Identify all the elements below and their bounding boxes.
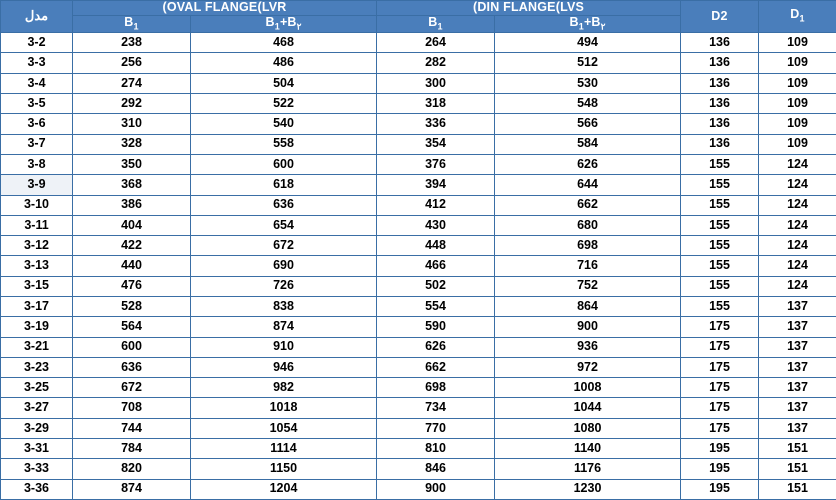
header-oval-sum-plus: +B: [279, 14, 297, 29]
header-model: مدل: [1, 1, 73, 33]
cell-oval-b1-plus-b2: 672: [191, 236, 377, 256]
cell-model: 3-27: [1, 398, 73, 418]
cell-oval-b1-plus-b2: 838: [191, 297, 377, 317]
cell-d1: 124: [759, 215, 836, 235]
cell-d2: 155: [681, 256, 759, 276]
cell-din-b1-plus-b2: 494: [495, 33, 681, 53]
cell-d2: 136: [681, 33, 759, 53]
cell-din-b1: 376: [377, 154, 495, 174]
cell-din-b1: 846: [377, 459, 495, 479]
header-din-b1-main: B: [428, 14, 438, 29]
cell-oval-b1-plus-b2: 654: [191, 215, 377, 235]
cell-d2: 136: [681, 53, 759, 73]
cell-oval-b1: 422: [73, 236, 191, 256]
header-d1-text: D: [790, 7, 800, 22]
header-din-b1: [377, 15, 495, 32]
cell-din-b1-plus-b2: 1230: [495, 479, 681, 499]
cell-d2: 195: [681, 439, 759, 459]
cell-model: 3-5: [1, 94, 73, 114]
cell-din-b1: 554: [377, 297, 495, 317]
header-din-sum-sub2: ۲: [600, 21, 606, 32]
cell-din-b1-plus-b2: 626: [495, 154, 681, 174]
cell-din-b1: 466: [377, 256, 495, 276]
cell-model: 3-6: [1, 114, 73, 134]
cell-oval-b1: 404: [73, 215, 191, 235]
cell-oval-b1: 636: [73, 357, 191, 377]
table-row: [1, 94, 836, 114]
header-din-b1-plus-b2: [495, 15, 681, 32]
cell-model: 3-21: [1, 337, 73, 357]
header-group-din-flange: (DIN FLANGE(LVS: [377, 1, 681, 16]
cell-d2: 175: [681, 378, 759, 398]
cell-d1: 109: [759, 73, 836, 93]
cell-din-b1: 810: [377, 439, 495, 459]
cell-d1: 137: [759, 418, 836, 438]
cell-model: 3-9: [1, 175, 73, 195]
cell-din-b1-plus-b2: 1008: [495, 378, 681, 398]
cell-oval-b1-plus-b2: 504: [191, 73, 377, 93]
cell-d2: 175: [681, 357, 759, 377]
cell-din-b1-plus-b2: 1140: [495, 439, 681, 459]
cell-model: 3-33: [1, 459, 73, 479]
cell-oval-b1: 528: [73, 297, 191, 317]
cell-model: 3-7: [1, 134, 73, 154]
cell-oval-b1: 386: [73, 195, 191, 215]
cell-model: 3-8: [1, 154, 73, 174]
cell-oval-b1-plus-b2: 726: [191, 276, 377, 296]
cell-d1: 124: [759, 276, 836, 296]
cell-oval-b1-plus-b2: 874: [191, 317, 377, 337]
cell-oval-b1: 564: [73, 317, 191, 337]
cell-oval-b1-plus-b2: 522: [191, 94, 377, 114]
cell-d2: 155: [681, 195, 759, 215]
cell-d1: 124: [759, 154, 836, 174]
cell-din-b1: 336: [377, 114, 495, 134]
cell-din-b1-plus-b2: 864: [495, 297, 681, 317]
header-oval-sum-main: B: [265, 14, 275, 29]
cell-din-b1-plus-b2: 716: [495, 256, 681, 276]
cell-model: 3-13: [1, 256, 73, 276]
cell-model: 3-31: [1, 439, 73, 459]
table-row: [1, 317, 836, 337]
cell-d1: 151: [759, 439, 836, 459]
cell-oval-b1-plus-b2: 558: [191, 134, 377, 154]
header-din-sum-plus: +B: [583, 14, 601, 29]
cell-oval-b1: 476: [73, 276, 191, 296]
cell-d1: 137: [759, 317, 836, 337]
cell-oval-b1: 708: [73, 398, 191, 418]
cell-oval-b1-plus-b2: 946: [191, 357, 377, 377]
cell-d2: 136: [681, 114, 759, 134]
table-row: [1, 297, 836, 317]
cell-oval-b1: 440: [73, 256, 191, 276]
cell-model: 3-19: [1, 317, 73, 337]
cell-oval-b1: 292: [73, 94, 191, 114]
table-row: [1, 175, 836, 195]
cell-din-b1: 300: [377, 73, 495, 93]
cell-din-b1-plus-b2: 530: [495, 73, 681, 93]
cell-oval-b1: 310: [73, 114, 191, 134]
table-row: [1, 33, 836, 53]
table-row: [1, 256, 836, 276]
table-body: [1, 33, 836, 500]
cell-din-b1-plus-b2: 584: [495, 134, 681, 154]
cell-model: 3-29: [1, 418, 73, 438]
cell-din-b1: 502: [377, 276, 495, 296]
header-oval-b1-plus-b2: [191, 15, 377, 32]
cell-din-b1: 354: [377, 134, 495, 154]
cell-din-b1-plus-b2: 900: [495, 317, 681, 337]
cell-oval-b1-plus-b2: 540: [191, 114, 377, 134]
cell-d2: 175: [681, 317, 759, 337]
cell-d1: 151: [759, 459, 836, 479]
cell-oval-b1: 874: [73, 479, 191, 499]
cell-d1: 109: [759, 114, 836, 134]
table-row: [1, 479, 836, 499]
cell-oval-b1: 274: [73, 73, 191, 93]
cell-d1: 137: [759, 357, 836, 377]
cell-din-b1: 626: [377, 337, 495, 357]
table-row: [1, 439, 836, 459]
cell-d1: 137: [759, 337, 836, 357]
header-din-sum-sub: 1: [578, 21, 584, 32]
header-d1: [759, 1, 836, 33]
cell-oval-b1: 238: [73, 33, 191, 53]
cell-d1: 124: [759, 175, 836, 195]
cell-din-b1-plus-b2: 1176: [495, 459, 681, 479]
cell-din-b1: 590: [377, 317, 495, 337]
cell-oval-b1-plus-b2: 486: [191, 53, 377, 73]
cell-model: 3-36: [1, 479, 73, 499]
cell-d2: 155: [681, 154, 759, 174]
table-row: [1, 276, 836, 296]
cell-din-b1: 734: [377, 398, 495, 418]
table-row: [1, 215, 836, 235]
cell-d1: 109: [759, 53, 836, 73]
cell-din-b1-plus-b2: 566: [495, 114, 681, 134]
cell-d2: 136: [681, 134, 759, 154]
header-oval-sum-sub: 1: [274, 21, 280, 32]
cell-d2: 175: [681, 418, 759, 438]
table-row: [1, 154, 836, 174]
cell-d2: 175: [681, 337, 759, 357]
table-row: [1, 418, 836, 438]
cell-model: 3-10: [1, 195, 73, 215]
cell-d1: 124: [759, 236, 836, 256]
cell-din-b1: 430: [377, 215, 495, 235]
cell-oval-b1: 368: [73, 175, 191, 195]
cell-d2: 155: [681, 276, 759, 296]
cell-oval-b1-plus-b2: 1054: [191, 418, 377, 438]
cell-din-b1-plus-b2: 1044: [495, 398, 681, 418]
cell-din-b1: 662: [377, 357, 495, 377]
cell-d1: 137: [759, 378, 836, 398]
table-header: [1, 1, 836, 33]
header-d1-subscript: 1: [799, 13, 805, 24]
cell-oval-b1-plus-b2: 982: [191, 378, 377, 398]
cell-oval-b1-plus-b2: 910: [191, 337, 377, 357]
cell-model: 3-23: [1, 357, 73, 377]
table-row: [1, 114, 836, 134]
table-row: [1, 53, 836, 73]
cell-din-b1-plus-b2: 512: [495, 53, 681, 73]
header-din-sum-main: B: [569, 14, 579, 29]
table-row: [1, 337, 836, 357]
cell-din-b1: 318: [377, 94, 495, 114]
cell-d2: 155: [681, 175, 759, 195]
table-row: [1, 134, 836, 154]
header-oval-sum-sub2: ۲: [296, 21, 302, 32]
cell-model: 3-3: [1, 53, 73, 73]
cell-d2: 155: [681, 215, 759, 235]
cell-oval-b1: 328: [73, 134, 191, 154]
table-row: [1, 398, 836, 418]
cell-din-b1-plus-b2: 698: [495, 236, 681, 256]
cell-oval-b1-plus-b2: 690: [191, 256, 377, 276]
cell-model: 3-15: [1, 276, 73, 296]
cell-oval-b1-plus-b2: 1114: [191, 439, 377, 459]
cell-d1: 109: [759, 94, 836, 114]
table-row: [1, 195, 836, 215]
cell-d1: 151: [759, 479, 836, 499]
cell-oval-b1: 820: [73, 459, 191, 479]
cell-oval-b1: 350: [73, 154, 191, 174]
cell-model: 3-4: [1, 73, 73, 93]
cell-d2: 175: [681, 398, 759, 418]
header-din-b1-sub: 1: [437, 21, 443, 32]
table-row: [1, 357, 836, 377]
cell-oval-b1-plus-b2: 468: [191, 33, 377, 53]
cell-d2: 136: [681, 94, 759, 114]
cell-d1: 137: [759, 398, 836, 418]
header-group-oval-flange: (OVAL FLANGE(LVR: [73, 1, 377, 16]
cell-oval-b1: 744: [73, 418, 191, 438]
cell-oval-b1-plus-b2: 1150: [191, 459, 377, 479]
cell-d2: 195: [681, 459, 759, 479]
cell-din-b1: 900: [377, 479, 495, 499]
table-row: [1, 73, 836, 93]
cell-din-b1-plus-b2: 936: [495, 337, 681, 357]
cell-din-b1-plus-b2: 1080: [495, 418, 681, 438]
cell-din-b1: 448: [377, 236, 495, 256]
header-oval-b1: [73, 15, 191, 32]
cell-oval-b1: 672: [73, 378, 191, 398]
cell-din-b1-plus-b2: 680: [495, 215, 681, 235]
cell-oval-b1-plus-b2: 1204: [191, 479, 377, 499]
cell-d1: 109: [759, 134, 836, 154]
cell-din-b1-plus-b2: 972: [495, 357, 681, 377]
cell-d2: 155: [681, 297, 759, 317]
cell-din-b1: 698: [377, 378, 495, 398]
cell-din-b1-plus-b2: 548: [495, 94, 681, 114]
cell-model: 3-11: [1, 215, 73, 235]
cell-d1: 124: [759, 256, 836, 276]
table-row: [1, 459, 836, 479]
cell-d1: 137: [759, 297, 836, 317]
cell-oval-b1: 784: [73, 439, 191, 459]
cell-din-b1: 282: [377, 53, 495, 73]
cell-model: 3-17: [1, 297, 73, 317]
header-oval-b1-main: B: [124, 14, 134, 29]
cell-oval-b1-plus-b2: 1018: [191, 398, 377, 418]
cell-din-b1: 770: [377, 418, 495, 438]
cell-din-b1-plus-b2: 752: [495, 276, 681, 296]
cell-oval-b1: 256: [73, 53, 191, 73]
cell-d2: 136: [681, 73, 759, 93]
cell-model: 3-12: [1, 236, 73, 256]
cell-model: 3-25: [1, 378, 73, 398]
cell-din-b1: 394: [377, 175, 495, 195]
cell-d1: 124: [759, 195, 836, 215]
header-d2: D2: [681, 1, 759, 33]
table-row: [1, 236, 836, 256]
cell-din-b1: 412: [377, 195, 495, 215]
cell-din-b1-plus-b2: 644: [495, 175, 681, 195]
table-row: [1, 378, 836, 398]
cell-oval-b1-plus-b2: 600: [191, 154, 377, 174]
cell-d1: 109: [759, 33, 836, 53]
cell-d2: 195: [681, 479, 759, 499]
header-oval-b1-sub: 1: [133, 21, 139, 32]
cell-oval-b1-plus-b2: 618: [191, 175, 377, 195]
cell-oval-b1: 600: [73, 337, 191, 357]
cell-din-b1-plus-b2: 662: [495, 195, 681, 215]
cell-d2: 155: [681, 236, 759, 256]
header-row-groups: [1, 1, 836, 16]
cell-din-b1: 264: [377, 33, 495, 53]
cell-model: 3-2: [1, 33, 73, 53]
cell-oval-b1-plus-b2: 636: [191, 195, 377, 215]
